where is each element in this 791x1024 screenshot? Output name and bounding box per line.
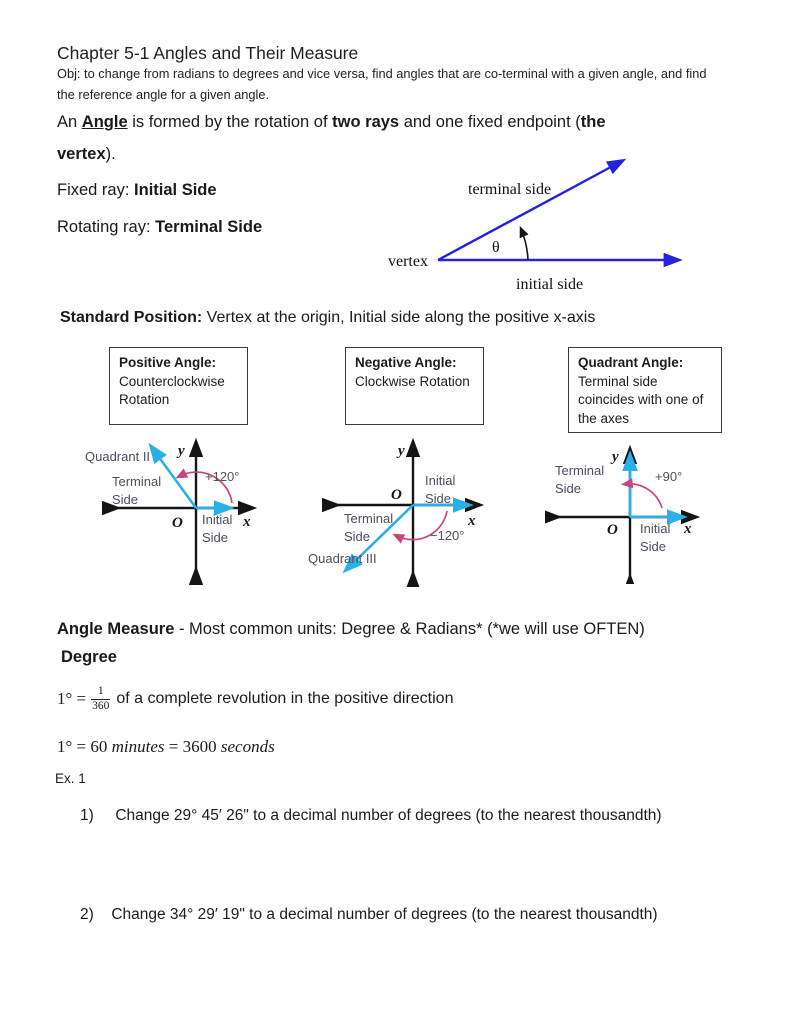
terminal-side-label: terminal side	[468, 181, 552, 198]
quadrant-angle-diagram	[545, 442, 740, 584]
angle-measure-line: Angle Measure - Most common units: Degree & Radians* (*we will use OFTEN)	[57, 620, 645, 638]
formula-rest: of a complete revolution in the positive direction	[116, 690, 454, 707]
quadrant-angle-box	[568, 347, 722, 433]
minutes-seconds-formula: 1° = 60 minutes = 3600 seconds	[57, 737, 275, 756]
x-axis-label: x	[684, 521, 692, 537]
problem-2-text: Change 34° 29′ 19" to a decimal number of degrees (to the nearest thousandth)	[111, 906, 658, 923]
x-axis-label: x	[243, 514, 251, 530]
terminal-side-label-2: Side	[112, 492, 139, 507]
example-label: Ex. 1	[55, 771, 86, 786]
terminal-side-label-2: Side	[555, 481, 582, 496]
negative-angle-box-title: Negative Angle:	[355, 355, 457, 370]
initial-side-label: Initial	[425, 473, 456, 488]
positive-angle-box	[109, 347, 248, 425]
objective-line-2: the reference angle for a given angle.	[57, 86, 270, 102]
problem-2-number: 2)	[80, 906, 94, 923]
terminal-side-label: Terminal	[112, 474, 162, 489]
degree-heading: Degree	[61, 648, 117, 666]
initial-side-label-2: Side	[640, 539, 667, 554]
formula-lhs: 1° =	[57, 689, 87, 708]
initial-side-label-2: Side	[202, 530, 229, 545]
origin-label: O	[607, 522, 618, 538]
terminal-side-label: Terminal	[344, 511, 394, 526]
page-title: Chapter 5-1 Angles and Their Measure	[57, 43, 359, 63]
fraction-numerator: 1	[97, 685, 104, 698]
positive-angle-box-title: Positive Angle:	[119, 355, 217, 370]
positive-angle-box-line: Rotation	[119, 392, 170, 407]
standard-position-line: Standard Position: Vertex at the origin, Initial side along the positive x-axis	[60, 309, 596, 326]
initial-side-label: Initial	[202, 512, 233, 527]
problem-2	[80, 906, 658, 924]
quadrant-angle-box-line: the axes	[578, 410, 630, 426]
theta-label: θ	[492, 239, 500, 256]
y-axis-label: y	[398, 443, 405, 459]
quadrant-angle-box-line: Terminal side	[578, 373, 658, 389]
angle-arc	[626, 484, 662, 508]
degree-fraction-formula	[57, 682, 453, 716]
terminal-side-ray	[438, 161, 622, 260]
y-axis-label: y	[612, 449, 619, 465]
initial-side-label-2: Side	[425, 491, 452, 506]
angle-definition-line-2: vertex).	[57, 145, 116, 163]
origin-label: O	[391, 487, 402, 503]
objective-text	[57, 64, 755, 105]
negative-angle-diagram	[303, 437, 498, 587]
fraction-denominator: 360	[92, 699, 110, 712]
positive-angle-diagram	[78, 437, 268, 585]
problem-1	[80, 807, 662, 825]
vertex-label: vertex	[388, 253, 428, 270]
objective-line-1: Obj: to change from radians to degrees and vice versa, find angles that are co-terminal with a given angle, and find	[57, 66, 707, 81]
fraction	[91, 685, 110, 712]
rotating-ray-line: Rotating ray: Terminal Side	[57, 218, 263, 236]
terminal-side-label: Terminal	[555, 463, 605, 478]
main-angle-diagram	[380, 145, 710, 305]
initial-side-label: Initial	[640, 521, 671, 536]
initial-side-label: initial side	[516, 276, 584, 293]
origin-label: O	[172, 515, 183, 531]
fixed-ray-line: Fixed ray: Initial Side	[57, 181, 217, 199]
problem-1-number: 1)	[80, 807, 94, 824]
y-axis-label: y	[178, 443, 185, 459]
angle-value-label: +90°	[655, 469, 683, 484]
angle-arc	[521, 229, 528, 260]
angle-value-label: −120°	[430, 528, 465, 543]
quadrant-label: Quadrant II	[85, 449, 151, 464]
problem-1-text: Change 29° 45′ 26" to a decimal number of degrees (to the nearest thousandth)	[115, 807, 662, 824]
quadrant-angle-box-line: coincides with one of	[578, 392, 704, 407]
angle-definition-line-1: An Angle is formed by the rotation of two rays and one fixed endpoint (the	[57, 113, 606, 131]
quadrant-label: Quadrant III	[308, 551, 377, 566]
quadrant-angle-box-title: Quadrant Angle:	[578, 355, 684, 370]
negative-angle-box-line: Clockwise Rotation	[355, 373, 470, 389]
x-axis-label: x	[468, 513, 476, 529]
terminal-side-label-2: Side	[344, 529, 371, 544]
angle-value-label: +120°	[205, 469, 240, 484]
positive-angle-box-line: Counterclockwise	[119, 373, 225, 389]
negative-angle-box	[345, 347, 484, 425]
